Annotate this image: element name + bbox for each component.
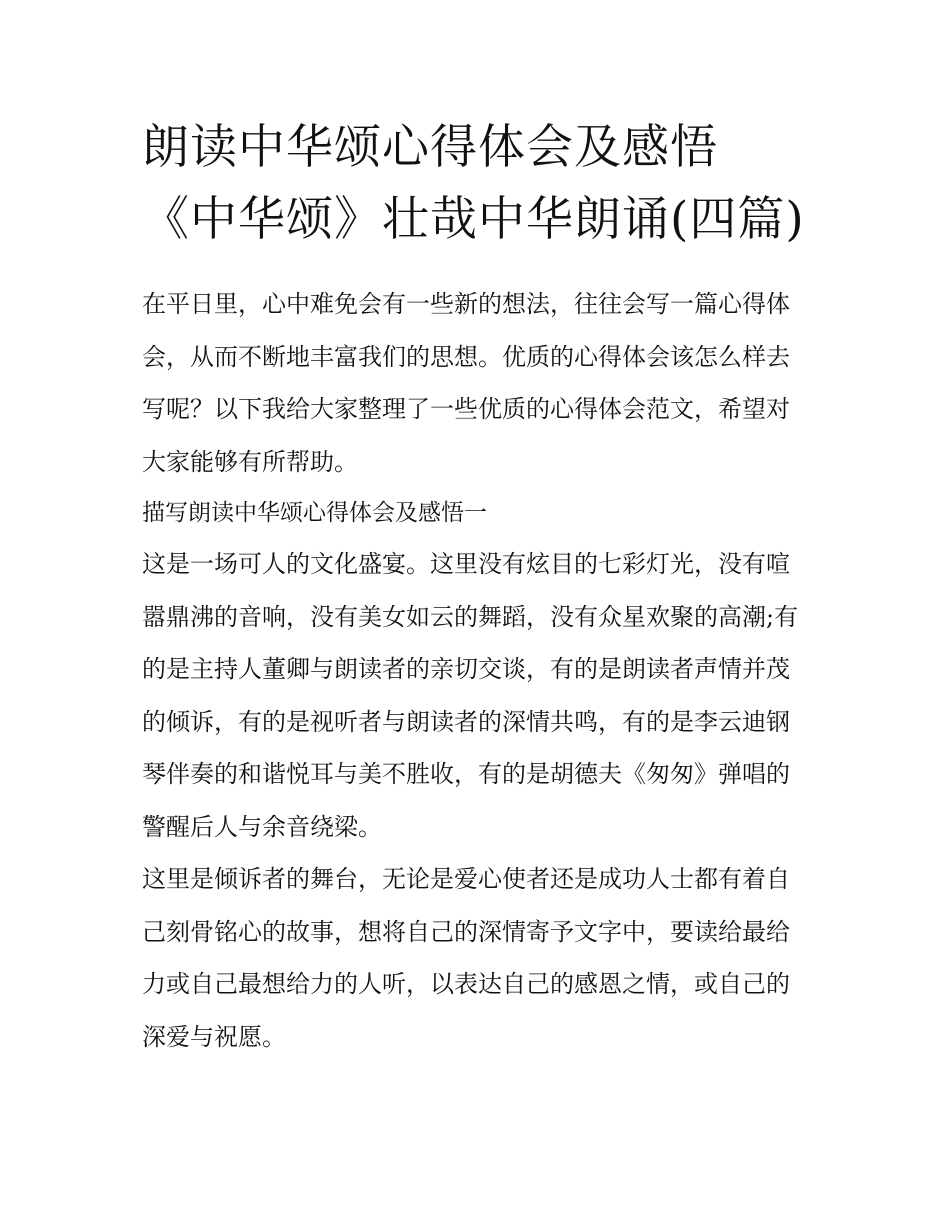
body-paragraph: 这是一场可人的文化盛宴。这里没有炫目的七彩灯光，没有喧嚣鼎沸的音响，没有美女如云的舞蹈，没有众星欢聚的高潮;有的是主持人董卿与朗读者的亲切交谈，有的是朗读者声情并茂的倾诉，有的是视听者与朗读者的深情共鸣，有的是李云迪钢琴伴奏的和谐悦耳与美不胜收，有的是胡德夫《匆匆》弹唱的警醒后人与余音绕梁。 <box>142 550 799 841</box>
document-title: 朗读中华颂心得体会及感悟《中华颂》壮哉中华朗诵(四篇) <box>142 120 805 247</box>
section-heading: 描写朗读中华颂心得体会及感悟一 <box>142 500 487 526</box>
intro-paragraph: 在平日里，心中难免会有一些新的想法，往往会写一篇心得体会，从而不断地丰富我们的思想。优质的心得体会该怎么样去写呢？以下我给大家整理了一些优质的心得体会范文，希望对大家能够有所帮助。 <box>142 290 790 476</box>
document-page <box>142 112 812 1063</box>
body-paragraph: 这里是倾诉者的舞台，无论是爱心使者还是成功人士都有着自己刻骨铭心的故事，想将自己的深情寄予文字中，要读给最给力或自己最想给力的人听，以表达自己的感恩之情，或自己的深爱与祝愿。 <box>142 865 790 1051</box>
